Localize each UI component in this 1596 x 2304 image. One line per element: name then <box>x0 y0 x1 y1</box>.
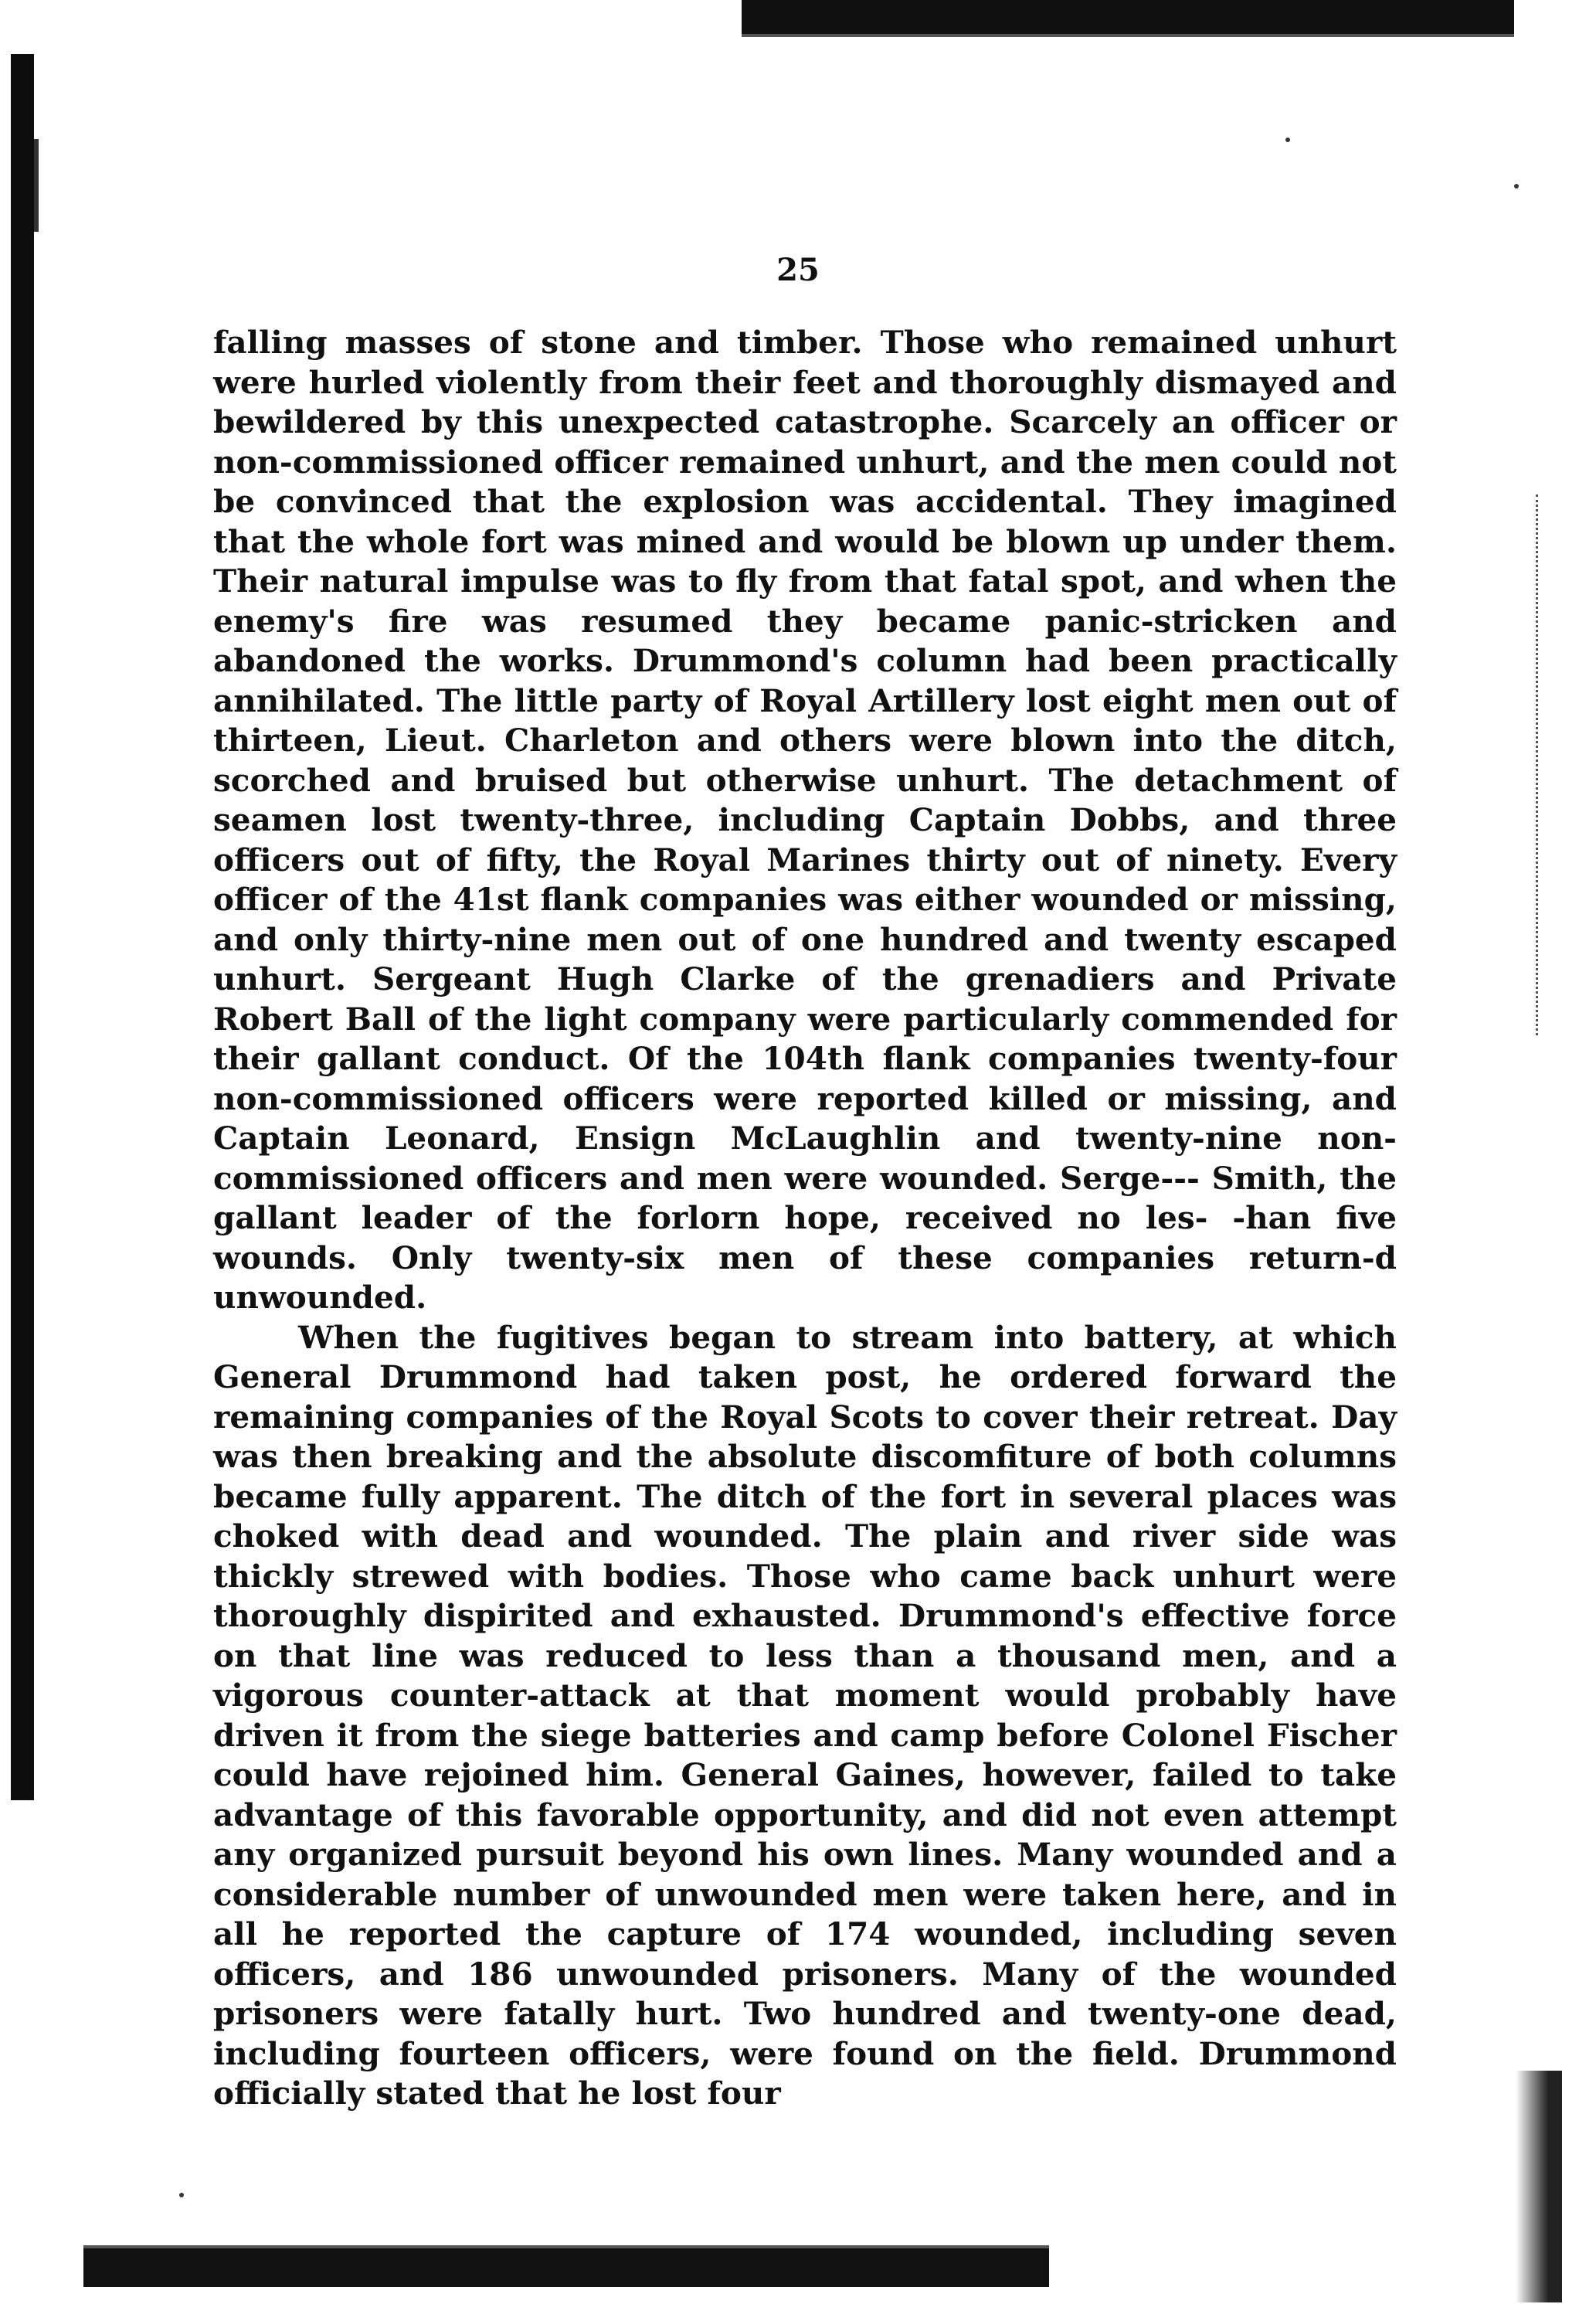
scan-edge-bottom <box>83 2248 1049 2287</box>
scan-edge-left <box>11 54 34 1800</box>
page-number: 25 <box>776 252 820 288</box>
body-text <box>213 323 1397 2114</box>
scan-edge-right-specks <box>1536 494 1549 1035</box>
scan-edge-top <box>742 0 1514 36</box>
scan-edge-corner-shadow <box>1516 2071 1562 2302</box>
paragraph: falling masses of stone and timber. Those who remained unhurt were hurled violently from their feet and thoroughly dismayed and bewildered by this unexpected catastrophe. Scarcely an officer or non-commissioned officer remained unhurt, and the men could not be convinced that the explosion was accidental. They imagined that the whole fort was mined and would be blown up under them. Their natural impulse was to fly from that fatal spot, and when the enemy's fire was resumed they became panic-stricken and abandoned the works. Drummond's column had been practically annihilated. The little party of Royal Artillery lost eight men out of thirteen, Lieut. Charleton and others were blown into the ditch, scorched and bruised but otherwise unhurt. The detachment of seamen lost twenty-three, including Captain Dobbs, and three officers out of fifty, the Royal Marines thirty out of ninety. Every officer of the 41st flank companies was either wounded or missing, and only thirty-nine men out of one hundred and twenty escaped unhurt. Sergeant Hugh Clarke of the grenadiers and Private Robert Ball of the light company were particularly commended for their gallant conduct. Of the 104th flank companies twenty-four non-commissioned officers were reported killed or missing, and Captain Leonard, Ensign McLaughlin and twenty-nine non-commissioned officers and men were wounded. Serge--- Smith, the gallant leader of the forlorn hope, received no les- -han five wounds. Only twenty-six men of these companies return-d unwounded. <box>213 324 1397 1316</box>
scan-edge-top-shadow <box>742 34 1514 37</box>
scan-edge-left-fragment <box>34 139 39 232</box>
scan-speck <box>1285 138 1290 142</box>
scan-speck <box>1514 184 1519 189</box>
scan-speck <box>179 2193 184 2197</box>
paragraph: When the fugitives began to stream into battery, at which General Drummond had taken post, he ordered forward the remaining companies of the Royal Scots to cover their retreat. Day was then breaking and the absolute discomfiture of both columns became fully apparent. The ditch of the fort in several places was choked with dead and wounded. The plain and river side was thickly strewed with bodies. Those who came back unhurt were thoroughly dispirited and exhausted. Drummond's effective force on that line was reduced to less than a thousand men, and a vigorous counter-attack at that moment would probably have driven it from the siege batteries and camp before Colonel Fischer could have rejoined him. General Gaines, however, failed to take advantage of this favorable opportunity, and did not even attempt any organized pursuit beyond his own lines. Many wounded and a considerable number of unwounded men were taken here, and in all he reported the capture of 174 wounded, including seven officers, and 186 unwounded prisoners. Many of the wounded prisoners were fatally hurt. Two hundred and twenty-one dead, including fourteen officers, were found on the field. Drummond officially stated that he lost four <box>213 1318 1397 2112</box>
